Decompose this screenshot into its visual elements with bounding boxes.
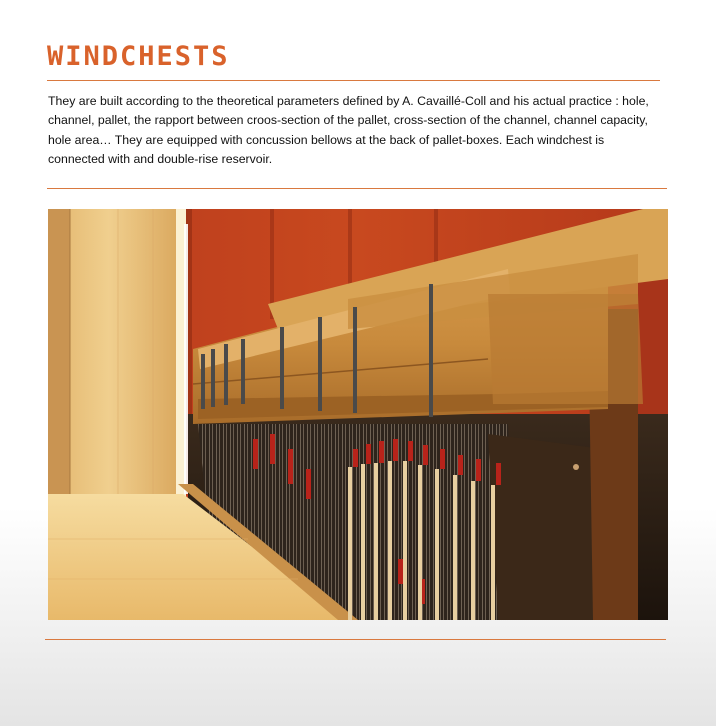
windchest-photo <box>48 209 668 620</box>
text-divider <box>47 188 667 189</box>
intro-paragraph: They are built according to the theoretical parameters defined by A. Cavaillé-Coll and his actual practice : hole, channel, pallet, the rapport between croos-section of the pallet, cross-section of the channel, channel capacity, hole area… They are equipped with concussion bellows at the back of pallet-boxes. Each windchest is connected with and double-rise reservoir. <box>48 94 649 166</box>
bottom-divider <box>45 639 666 640</box>
page-title: WINDCHESTS <box>47 41 230 72</box>
title-divider <box>47 80 660 81</box>
